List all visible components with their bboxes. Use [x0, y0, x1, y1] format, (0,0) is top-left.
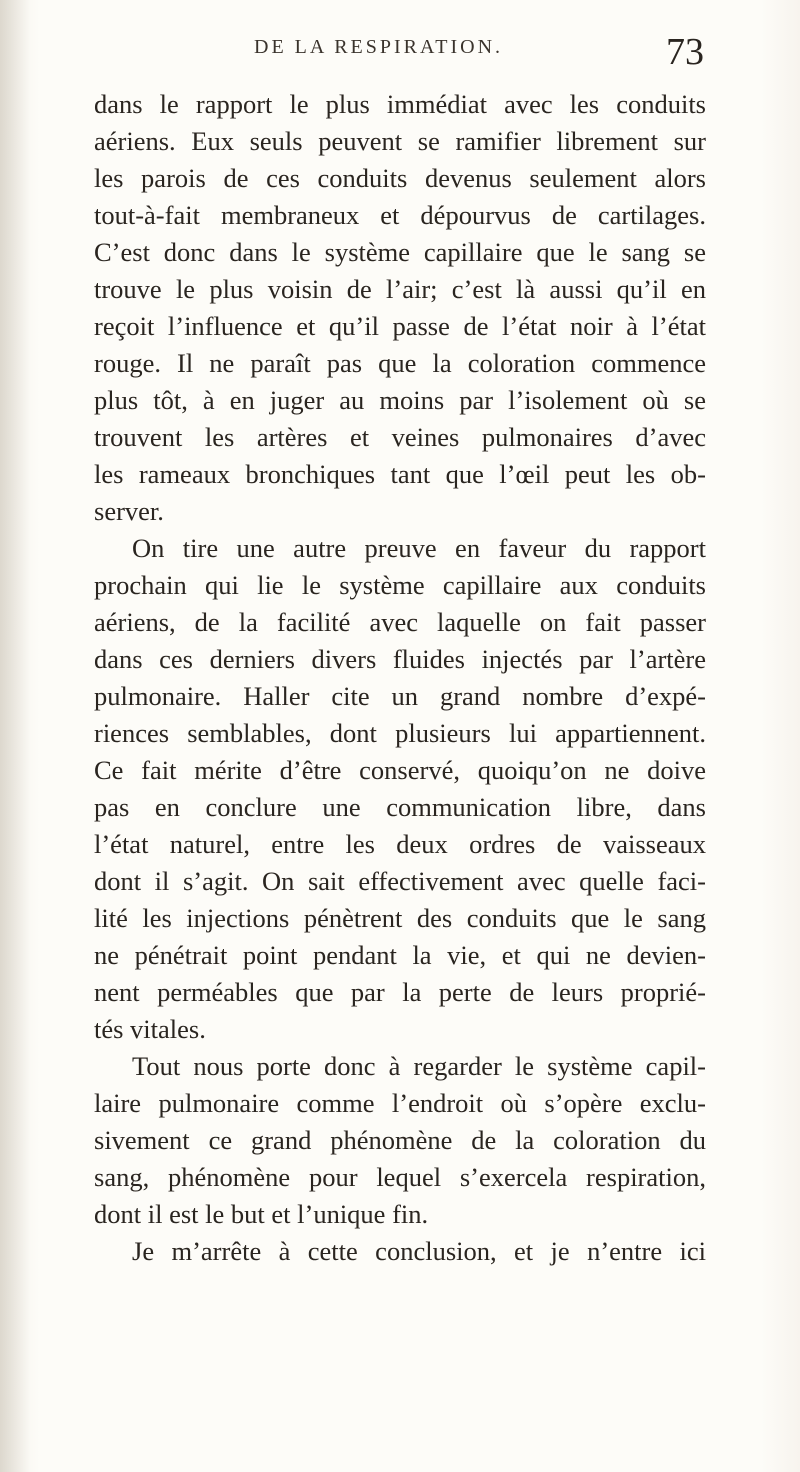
text-line: aériens. Eux seuls peuvent se ramifier librement sur — [94, 126, 706, 156]
text-line: les parois de ces conduits devenus seulement alors — [94, 163, 706, 193]
text-line: nent perméables que par la perte de leurs proprié- — [94, 977, 706, 1007]
paragraph-4 — [94, 1233, 706, 1270]
text-line: Ce fait mérite d’être conservé, quoiqu’on ne doive — [94, 755, 706, 785]
text-line: lité les injections pénètrent des conduits que le sang — [94, 903, 706, 933]
text-line: rouge. Il ne paraît pas que la coloration commence — [94, 348, 706, 378]
text-line: dont il s’agit. On sait effectivement avec quelle faci- — [94, 866, 706, 896]
text-line: prochain qui lie le système capillaire aux conduits — [94, 570, 706, 600]
text-line: Tout nous porte donc à regarder le système capil- — [132, 1051, 706, 1081]
text-line: tout-à-fait membraneux et dépourvus de cartilages. — [94, 200, 706, 230]
text-line: pulmonaire. Haller cite un grand nombre d’expé- — [94, 681, 706, 711]
text-line: plus tôt, à en juger au moins par l’isolement où se — [94, 385, 706, 415]
text-line: dont il est le but et l’unique fin. — [94, 1199, 429, 1229]
text-line: riences semblables, dont plusieurs lui appartiennent. — [94, 718, 706, 748]
paragraph-3 — [94, 1048, 706, 1233]
text-line: aériens, de la facilité avec laquelle on fait passer — [94, 607, 706, 637]
text-line: sang, phénomène pour lequel s’exercela respiration, — [94, 1162, 706, 1192]
text-line: trouvent les artères et veines pulmonaires d’avec — [94, 422, 706, 452]
text-line: dans ces derniers divers fluides injectés par l’artère — [94, 644, 706, 674]
text-line: tés vitales. — [94, 1014, 206, 1044]
text-line: dans le rapport le plus immédiat avec les conduits — [94, 89, 706, 119]
text-line: C’est donc dans le système capillaire que le sang se — [94, 237, 706, 267]
text-line: ne pénétrait point pendant la vie, et qui ne devien- — [94, 940, 706, 970]
text-line: trouve le plus voisin de l’air; c’est là aussi qu’il en — [94, 274, 706, 304]
paragraph-1 — [94, 86, 706, 530]
spine-shadow — [0, 0, 30, 1472]
page-header — [94, 31, 704, 84]
paragraph-2 — [94, 530, 706, 1048]
body-text — [94, 86, 706, 1270]
text-line: Je m’arrête à cette conclusion, et je n’entre ici — [132, 1236, 706, 1266]
text-line: reçoit l’influence et qu’il passe de l’état noir à l’état — [94, 311, 706, 341]
text-line: l’état naturel, entre les deux ordres de vaisseaux — [94, 829, 706, 859]
text-line: server. — [94, 496, 164, 526]
text-line: pas en conclure une communication libre, dans — [94, 792, 706, 822]
text-line: laire pulmonaire comme l’endroit où s’opère exclu- — [94, 1088, 706, 1118]
text-line: On tire une autre preuve en faveur du rapport — [132, 533, 706, 563]
text-line: sivement ce grand phénomène de la coloration du — [94, 1125, 706, 1155]
running-head: DE LA RESPIRATION. — [254, 36, 504, 58]
text-line: les rameaux bronchiques tant que l’œil peut les ob- — [94, 459, 706, 489]
page-number: 73 — [666, 31, 704, 73]
